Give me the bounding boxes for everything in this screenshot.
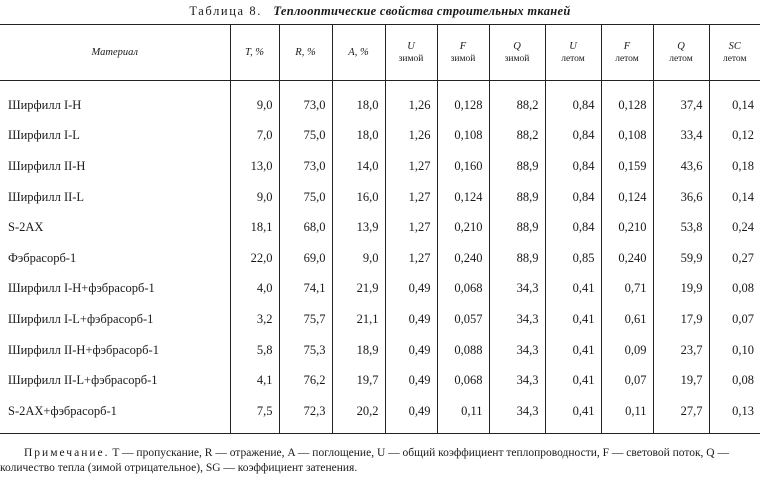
column-header <box>385 25 437 81</box>
material-name-cell: Ширфилл II-L <box>8 189 85 204</box>
note-text: T — пропускание, R — отражение, A — поглощение, U — общий коэффициент теплопроводности, F — световой поток, Q — количество тепла (зимой отрицательное), SG — коэффициент затенения. <box>0 447 729 474</box>
value-cell: 13,0 <box>230 151 279 182</box>
value-cell: 0,11 <box>601 396 653 433</box>
column-header-symbol: Материал <box>91 46 138 58</box>
value-cell: 88,9 <box>489 212 545 243</box>
value-cell: 18,0 <box>332 121 385 152</box>
value-cell: 21,9 <box>332 274 385 305</box>
value-cell: 0,41 <box>545 365 601 396</box>
column-header <box>545 25 601 81</box>
value-cell: 0,068 <box>437 365 489 396</box>
value-cell: 34,3 <box>489 274 545 305</box>
value-cell: 37,4 <box>653 81 709 121</box>
value-cell: 0,24 <box>709 212 760 243</box>
value-cell: 0,12 <box>709 121 760 152</box>
value-cell: 0,49 <box>385 274 437 305</box>
value-cell: 0,08 <box>709 365 760 396</box>
value-cell: 9,0 <box>230 81 279 121</box>
table-row <box>0 81 760 121</box>
material-name-cell: Ширфилл II-H+фэбрасорб-1 <box>8 342 159 357</box>
column-header <box>709 25 760 81</box>
table-caption <box>0 0 760 22</box>
column-header <box>653 25 709 81</box>
value-cell: 9,0 <box>332 243 385 274</box>
material-name-cell: Ширфилл I-L+фэбрасорб-1 <box>8 311 154 326</box>
value-cell: 22,0 <box>230 243 279 274</box>
value-cell: 0,07 <box>601 365 653 396</box>
value-cell: 0,160 <box>437 151 489 182</box>
value-cell: 88,9 <box>489 151 545 182</box>
value-cell: 1,26 <box>385 81 437 121</box>
value-cell: 0,14 <box>709 81 760 121</box>
value-cell: 7,0 <box>230 121 279 152</box>
value-cell: 0,84 <box>545 121 601 152</box>
table-title: Теплооптические свойства строительных тканей <box>273 4 571 18</box>
value-cell: 3,2 <box>230 304 279 335</box>
column-header-season: летом <box>722 53 747 64</box>
value-cell: 1,26 <box>385 121 437 152</box>
value-cell: 0,159 <box>601 151 653 182</box>
value-cell: 0,240 <box>437 243 489 274</box>
column-header-symbol: U <box>407 40 415 52</box>
table-number: Таблица 8. <box>189 4 262 18</box>
table-row <box>0 304 760 335</box>
value-cell: 4,0 <box>230 274 279 305</box>
value-cell: 4,1 <box>230 365 279 396</box>
value-cell: 0,10 <box>709 335 760 366</box>
material-name-cell: S-2AX+фэбрасорб-1 <box>0 396 230 433</box>
material-name-cell: Ширфилл II-L+фэбрасорб-1 <box>8 373 158 388</box>
value-cell: 73,0 <box>279 151 332 182</box>
value-cell: 59,9 <box>653 243 709 274</box>
value-cell: 0,49 <box>385 335 437 366</box>
value-cell: 1,27 <box>385 182 437 213</box>
value-cell: 19,7 <box>653 365 709 396</box>
column-header-symbol: F <box>459 40 467 52</box>
value-cell: 27,7 <box>653 396 709 433</box>
value-cell: 0,41 <box>545 274 601 305</box>
value-cell: 0,108 <box>437 121 489 152</box>
value-cell: 88,2 <box>489 81 545 121</box>
value-cell: 13,9 <box>332 212 385 243</box>
value-cell: 0,13 <box>709 396 760 433</box>
material-name-cell: S-2AX <box>8 220 44 235</box>
value-cell: 75,3 <box>279 335 332 366</box>
column-header-symbol: Q <box>513 40 521 52</box>
value-cell: 0,85 <box>545 243 601 274</box>
value-cell: 21,1 <box>332 304 385 335</box>
value-cell: 75,7 <box>279 304 332 335</box>
table-row <box>0 335 760 366</box>
table-row <box>0 182 760 213</box>
value-cell: 34,3 <box>489 365 545 396</box>
value-cell: 0,210 <box>601 212 653 243</box>
value-cell: 88,9 <box>489 182 545 213</box>
value-cell: 20,2 <box>332 396 385 433</box>
value-cell: 0,84 <box>545 212 601 243</box>
column-header-season: зимой <box>504 53 530 64</box>
value-cell: 14,0 <box>332 151 385 182</box>
value-cell: 43,6 <box>653 151 709 182</box>
value-cell: 0,128 <box>601 81 653 121</box>
value-cell: 53,8 <box>653 212 709 243</box>
column-header <box>601 25 653 81</box>
data-table <box>0 24 760 434</box>
column-header-symbol: T, % <box>244 46 265 58</box>
table-row <box>0 396 760 433</box>
value-cell: 0,068 <box>437 274 489 305</box>
value-cell: 0,11 <box>437 396 489 433</box>
value-cell: 0,18 <box>709 151 760 182</box>
value-cell: 0,27 <box>709 243 760 274</box>
value-cell: 9,0 <box>230 182 279 213</box>
value-cell: 34,3 <box>489 335 545 366</box>
value-cell: 7,5 <box>230 396 279 433</box>
column-header-material <box>0 25 230 81</box>
value-cell: 0,240 <box>601 243 653 274</box>
value-cell: 0,124 <box>601 182 653 213</box>
value-cell: 0,057 <box>437 304 489 335</box>
table-row <box>0 243 760 274</box>
value-cell: 72,3 <box>279 396 332 433</box>
value-cell: 0,088 <box>437 335 489 366</box>
value-cell: 0,128 <box>437 81 489 121</box>
table-header-row <box>0 25 760 81</box>
column-header <box>332 25 385 81</box>
column-header-season: зимой <box>398 53 424 64</box>
value-cell: 0,08 <box>709 274 760 305</box>
value-cell: 74,1 <box>279 274 332 305</box>
value-cell: 73,0 <box>279 81 332 121</box>
value-cell: 19,7 <box>332 365 385 396</box>
value-cell: 0,49 <box>385 396 437 433</box>
value-cell: 18,9 <box>332 335 385 366</box>
table-note <box>0 446 752 476</box>
material-name-cell: Ширфилл I-L <box>8 128 80 143</box>
note-label: Примечание. <box>24 447 110 459</box>
value-cell: 0,14 <box>709 182 760 213</box>
value-cell: 76,2 <box>279 365 332 396</box>
column-header <box>489 25 545 81</box>
column-header-symbol: Q <box>677 40 685 52</box>
column-header-season: летом <box>669 53 693 64</box>
value-cell: 88,2 <box>489 121 545 152</box>
value-cell: 0,09 <box>601 335 653 366</box>
material-name-cell: Ширфилл II-H <box>8 158 86 173</box>
column-header-season: зимой <box>450 53 476 64</box>
table-row <box>0 151 760 182</box>
value-cell: 88,9 <box>489 243 545 274</box>
value-cell: 0,49 <box>385 365 437 396</box>
value-cell: 36,6 <box>653 182 709 213</box>
value-cell: 0,41 <box>545 396 601 433</box>
table-row <box>0 212 760 243</box>
value-cell: 0,84 <box>545 151 601 182</box>
value-cell: 0,108 <box>601 121 653 152</box>
value-cell: 5,8 <box>230 335 279 366</box>
column-header-symbol: U <box>569 40 577 52</box>
value-cell: 0,210 <box>437 212 489 243</box>
column-header <box>279 25 332 81</box>
column-header-season: летом <box>561 53 585 64</box>
value-cell: 34,3 <box>489 304 545 335</box>
column-header <box>437 25 489 81</box>
value-cell: 1,27 <box>385 212 437 243</box>
column-header-season: летом <box>615 53 639 64</box>
value-cell: 0,124 <box>437 182 489 213</box>
value-cell: 18,1 <box>230 212 279 243</box>
table-row <box>0 365 760 396</box>
value-cell: 0,07 <box>709 304 760 335</box>
material-name-cell: Ширфилл I-H+фэбрасорб-1 <box>8 281 155 296</box>
value-cell: 1,27 <box>385 151 437 182</box>
column-header-symbol: A, % <box>348 46 369 58</box>
value-cell: 16,0 <box>332 182 385 213</box>
table-row <box>0 121 760 152</box>
value-cell: 0,84 <box>545 81 601 121</box>
value-cell: 0,49 <box>385 304 437 335</box>
value-cell: 23,7 <box>653 335 709 366</box>
table-body <box>0 81 760 434</box>
value-cell: 34,3 <box>489 396 545 433</box>
value-cell: 0,61 <box>601 304 653 335</box>
value-cell: 1,27 <box>385 243 437 274</box>
material-name-cell: Фэбрасорб-1 <box>8 250 77 265</box>
value-cell: 0,41 <box>545 304 601 335</box>
column-header-symbol: R, % <box>295 46 316 58</box>
value-cell: 18,0 <box>332 81 385 121</box>
column-header-symbol: SC <box>728 40 741 52</box>
table-row <box>0 274 760 305</box>
value-cell: 0,41 <box>545 335 601 366</box>
value-cell: 68,0 <box>279 212 332 243</box>
value-cell: 75,0 <box>279 121 332 152</box>
value-cell: 19,9 <box>653 274 709 305</box>
column-header-symbol: F <box>623 40 631 52</box>
value-cell: 69,0 <box>279 243 332 274</box>
value-cell: 17,9 <box>653 304 709 335</box>
value-cell: 0,84 <box>545 182 601 213</box>
material-name-cell: Ширфилл I-H <box>8 97 82 112</box>
column-header <box>230 25 279 81</box>
value-cell: 33,4 <box>653 121 709 152</box>
value-cell: 75,0 <box>279 182 332 213</box>
value-cell: 0,71 <box>601 274 653 305</box>
